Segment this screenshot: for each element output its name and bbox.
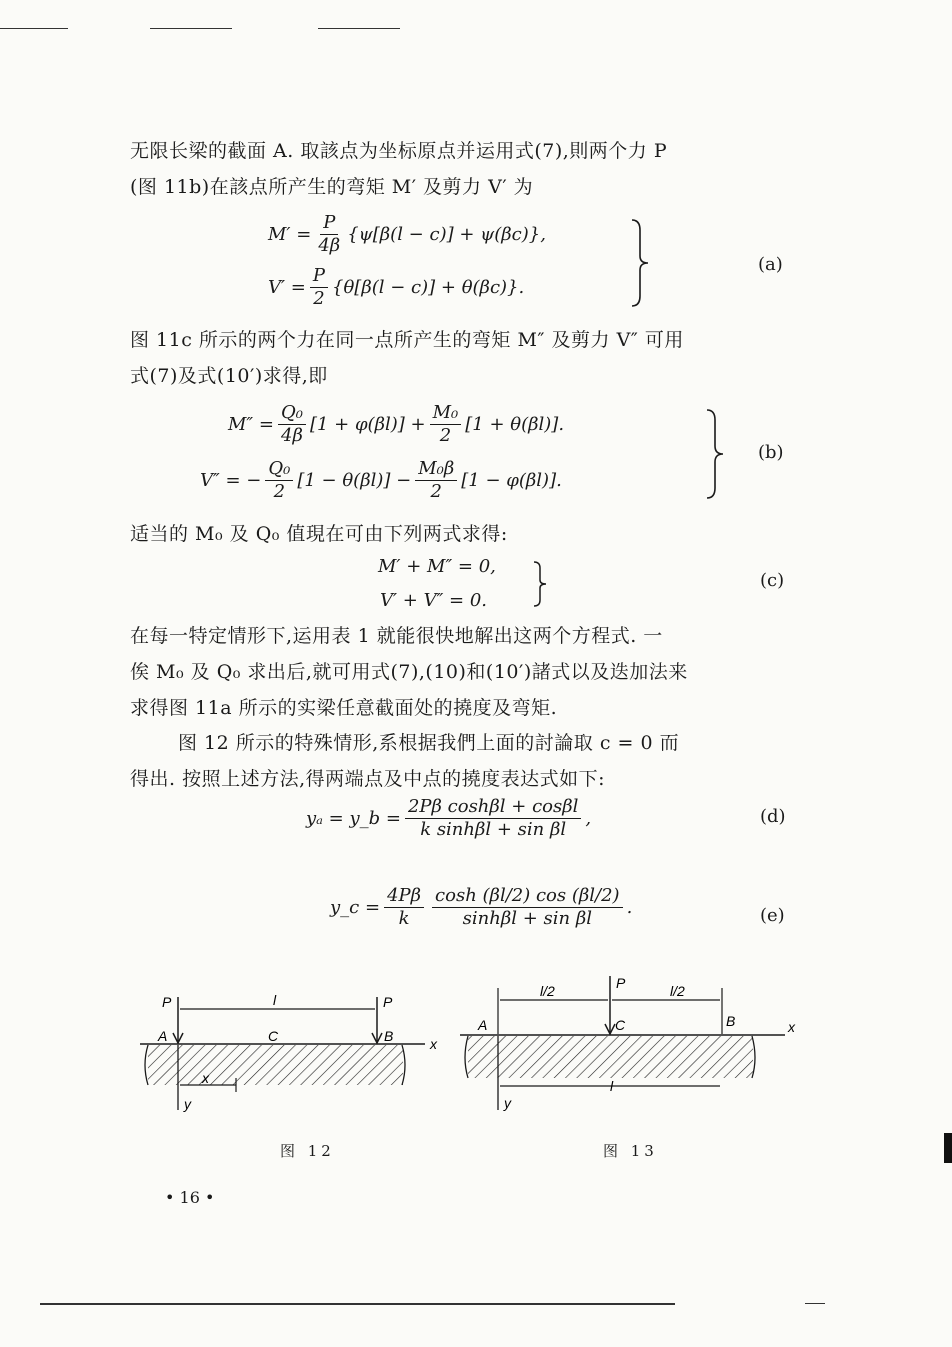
dimension-label: l/2	[670, 983, 685, 999]
axis-label: x	[430, 1036, 437, 1052]
eq-lhs: V′ =	[268, 277, 306, 298]
equation-label-e: (e)	[760, 905, 785, 926]
text-line: 式(7)及式(10′)求得,即	[130, 365, 328, 387]
text-line: 适当的 M₀ 及 Q₀ 值現在可由下列两式求得:	[130, 523, 508, 545]
fraction: $\frac{\text{Q₀}}{2}$	[265, 458, 293, 503]
equation-label-a: (a)	[758, 254, 783, 275]
edge-mark	[944, 1133, 952, 1163]
elastic-foundation	[468, 1036, 753, 1078]
figure-13-caption: 图 13	[603, 1142, 658, 1160]
paragraph-5	[130, 725, 795, 797]
brace-b	[705, 408, 725, 500]
eq-rhs: [1 − φ(βl)].	[461, 470, 562, 491]
dimension-label: l	[610, 1078, 614, 1094]
eq-lhs: V″ = −	[200, 470, 262, 491]
equation-label-c: (c)	[760, 570, 785, 591]
force-label: P	[616, 975, 626, 991]
force-label: P	[383, 994, 393, 1010]
elastic-foundation	[148, 1045, 403, 1085]
eq-lhs: M′ =	[268, 224, 312, 245]
equation-label-d: (d)	[760, 806, 786, 827]
paragraph-3	[130, 516, 795, 552]
dimension-label: l	[273, 992, 277, 1008]
top-rule-2	[150, 28, 232, 29]
equation-e: y_c = $\frac{4P\beta}{k}$ $\frac{\cosh (\beta l/2) \cos (\beta l/2)}{\text{sinhβl + sin βl}}$ .	[330, 885, 633, 929]
equation-a1	[268, 212, 546, 257]
eq-mid: [1 − θ(βl)] −	[297, 470, 412, 491]
eq-lhs: y_c =	[330, 897, 381, 918]
page-number: • 16 •	[165, 1188, 215, 1207]
equation-label-b: (b)	[758, 442, 784, 463]
fraction: $\frac{\text{2Pβ coshβl + cosβl}}{\text{k sinhβl + sin βl}}$	[405, 796, 581, 841]
figure-12-caption: 图 12	[280, 1142, 335, 1160]
force-label: P	[162, 994, 172, 1010]
fraction: $\frac{4P\beta}{k}$	[384, 885, 424, 930]
point-label: C	[615, 1017, 626, 1033]
paragraph-2	[130, 322, 795, 394]
eq-lhs: yₐ = y_b =	[306, 808, 401, 829]
paragraph-1	[130, 133, 795, 205]
equation-c1: M′ + M″ = 0,	[378, 556, 496, 577]
bottom-rule	[40, 1303, 675, 1305]
fraction: $\frac{\cosh (\beta l/2) \cos (\beta l/2)}{\text{sinhβl + sin βl}}$	[432, 885, 623, 930]
text-line: 图 11c 所示的两个力在同一点所产生的弯矩 M″ 及剪力 V″ 可用	[130, 329, 684, 351]
text-line: 图 12 所示的特殊情形,系根据我們上面的討論取 c = 0 而	[178, 732, 680, 754]
text-line: 俟 M₀ 及 Q₀ 求出后,就可用式(7),(10)和(10′)諸式以及迭加法来	[130, 661, 688, 683]
text-line: 得出. 按照上述方法,得两端点及中点的撓度表达式如下:	[130, 768, 606, 790]
text-line: 求得图 11a 所示的实梁任意截面处的撓度及弯矩.	[130, 697, 558, 719]
brace-a	[630, 218, 650, 308]
point-label: B	[384, 1028, 394, 1044]
axis-label: y	[184, 1096, 191, 1112]
fraction: $\frac{\text{M₀}}{2}$	[430, 402, 462, 447]
axis-label: y	[504, 1095, 511, 1111]
eq-rhs: {θ[β(l − c)] + θ(βc)}.	[332, 277, 525, 298]
top-rule-3	[318, 28, 400, 29]
figure-12	[140, 985, 450, 1120]
axis-label: x	[788, 1019, 795, 1035]
text-line: 无限长梁的截面 A. 取該点为坐标原点并运用式(7),則两个力 P	[130, 140, 668, 162]
equation-b1	[228, 402, 564, 447]
eq-rhs: [1 + θ(βl)].	[465, 414, 565, 435]
equation-c2: V′ + V″ = 0.	[380, 590, 488, 611]
fraction: $\frac{P}{2}$	[310, 265, 328, 310]
bottom-rule-short	[805, 1303, 825, 1304]
text-line: 在每一特定情形下,运用表 1 就能很快地解出这两个方程式. 一	[130, 625, 663, 647]
dimension-label: l/2	[540, 983, 555, 999]
eq-lhs: M″ =	[228, 414, 274, 435]
point-label: A	[478, 1017, 488, 1033]
brace-c	[532, 560, 548, 608]
paragraph-4	[130, 618, 795, 726]
fraction: $\frac{\text{M₀β}}{2}$	[415, 458, 457, 503]
eq-mid: [1 + φ(βl)] +	[309, 414, 426, 435]
point-label: B	[726, 1013, 736, 1029]
text-line: (图 11b)在該点所产生的弯矩 M′ 及剪力 V′ 为	[130, 176, 534, 198]
equation-a2	[268, 265, 524, 310]
top-rule-1	[0, 28, 68, 29]
fraction: $\frac{P}{4\beta}$	[318, 212, 341, 256]
fraction: $\frac{\text{Q₀}}{4\beta}$	[278, 402, 306, 447]
equation-b2	[200, 458, 562, 503]
figure-13	[460, 968, 805, 1118]
point-label: C	[268, 1028, 279, 1044]
eq-rhs: {ψ[β(l − c)] + ψ(βc)},	[347, 224, 546, 245]
equation-d: yₐ = y_b = $\frac{\text{2Pβ coshβl + cosβl}}{\text{k sinhβl + sin βl}}$ ,	[306, 796, 592, 840]
dimension-label: x	[202, 1070, 209, 1086]
point-label: A	[158, 1028, 168, 1044]
